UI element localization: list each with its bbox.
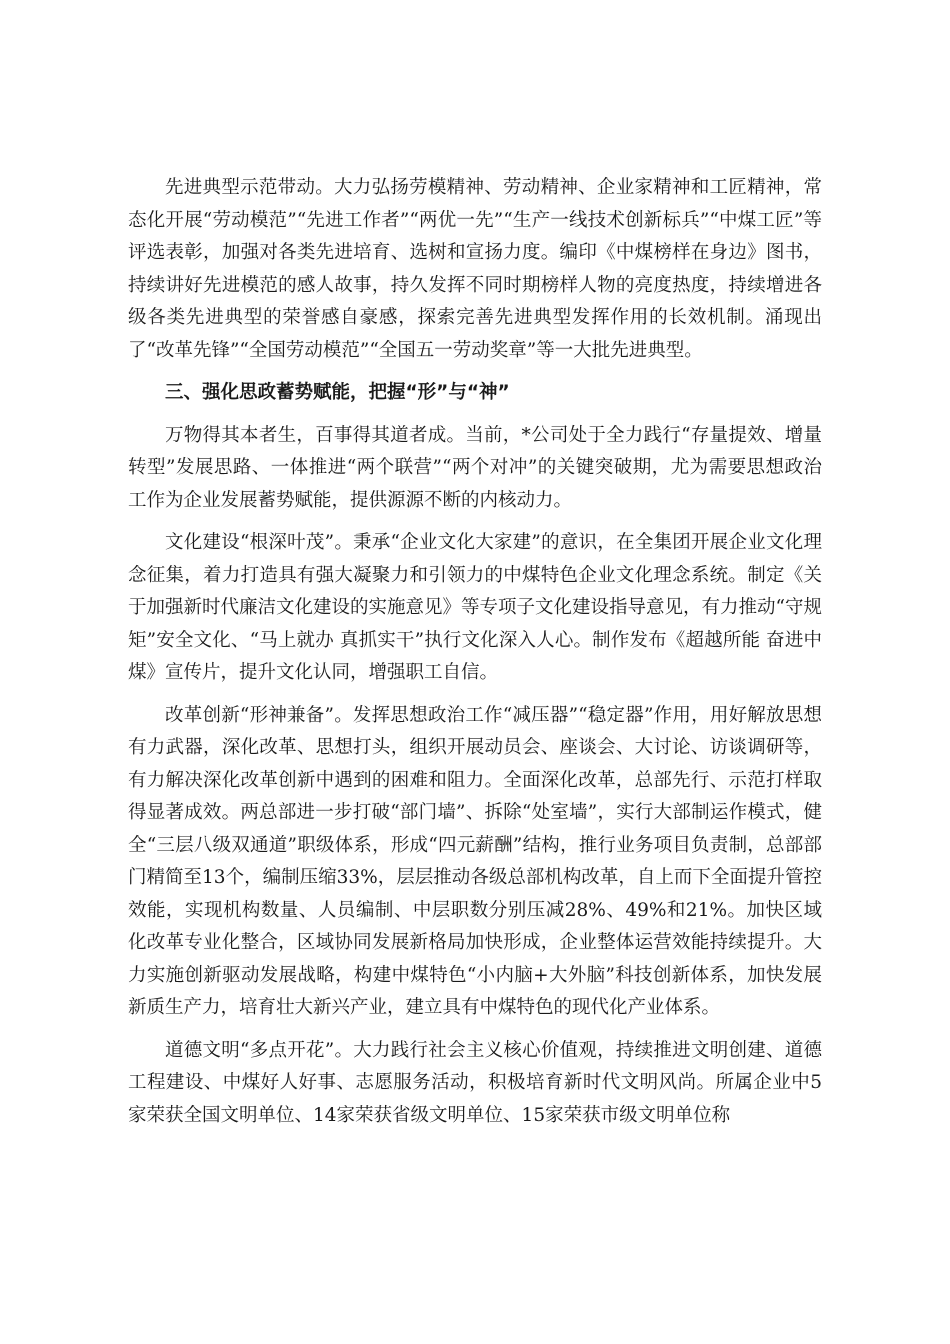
document-body xyxy=(128,172,822,1142)
section-heading-three: 三、强化思政蓄势赋能，把握“形”与“神” xyxy=(165,382,510,403)
paragraph-moral-civilization: 道德文明“多点开花”。大力践行社会主义核心价值观，持续推进文明创建、道德工程建设、中煤好人好事、志愿服务活动，积极培育新时代文明风尚。所属企业中5家荣获全国文明单位、14家荣获省级文明单位、15家荣获市级文明单位称 xyxy=(128,1039,822,1126)
paragraph-reform-innovation: 改革创新“形神兼备”。发挥思想政治工作“减压器”“稳定器”作用，用好解放思想有力武器，深化改革、思想打头，组织开展动员会、座谈会、大讨论、访谈调研等，有力解决深化改革创新中遇到的困难和阻力。全面深化改革，总部先行、示范打样取得显著成效。两总部进一步打破“部门墙”、拆除“处室墙”，实行大部制运作模式，健全“三层八级双通道”职级体系，形成“四元薪酬”结构，推行业务项目负责制，总部部门精简至13个，编制压缩33%，层层推动各级总部机构改革，自上而下全面提升管控效能，实现机构数量、人员编制、中层职数分别压减28%、49%和21%。加快区域化改革专业化整合，区域协同发展新格局加快形成，企业整体运营效能持续提升。大力实施创新驱动发展战略，构建中煤特色“小内脑+大外脑”科技创新体系，加快发展新质生产力，培育壮大新兴产业，建立具有中煤特色的现代化产业体系。 xyxy=(128,704,822,1018)
paragraph-advanced-models: 先进典型示范带动。大力弘扬劳模精神、劳动精神、企业家精神和工匠精神，常态化开展“劳动模范”“先进工作者”“两优一先”“生产一线技术创新标兵”“中煤工匠”等评选表彰，加强对各类先进培育、选树和宣扬力度。编印《中煤榜样在身边》图书，持续讲好先进模范的感人故事，持久发挥不同时期榜样人物的亮度热度，持续增进各级各类先进典型的荣誉感自豪感，探索完善先进典型发挥作用的长效机制。涌现出了“改革先锋”“全国劳动模范”“全国五一劳动奖章”等一大批先进典型。 xyxy=(128,177,822,361)
paragraph-intro: 万物得其本者生，百事得其道者成。当前，*公司处于全力践行“存量提效、增量转型”发展思路、一体推进“两个联营”“两个对冲”的关键突破期，尤为需要思想政治工作为企业发展蓄势赋能，提供源源不断的内核动力。 xyxy=(128,424,822,511)
paragraph-culture-building: 文化建设“根深叶茂”。秉承“企业文化大家建”的意识，在全集团开展企业文化理念征集，着力打造具有强大凝聚力和引领力的中煤特色企业文化理念系统。制定《关于加强新时代廉洁文化建设的实施意见》等专项子文化建设指导意见，有力推动“守规矩”安全文化、“马上就办 真抓实干”执行文化深入人心。制作发布《超越所能 奋进中煤》宣传片，提升文化认同，增强职工自信。 xyxy=(128,532,822,683)
